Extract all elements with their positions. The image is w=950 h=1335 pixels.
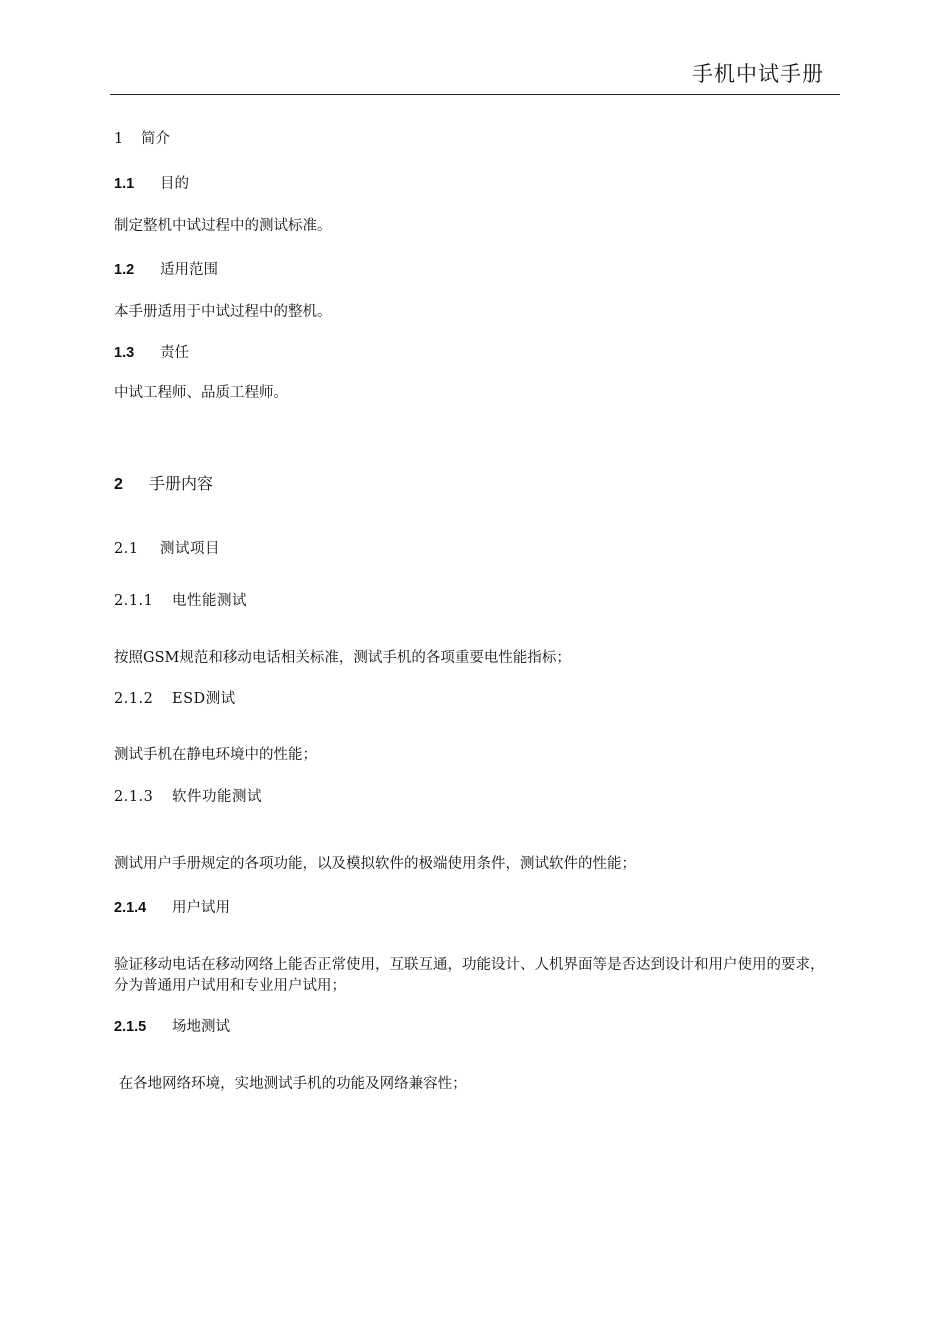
paragraph-responsibility: 中试工程师、品质工程师。	[114, 385, 288, 401]
heading-section-2-1-3	[114, 787, 262, 807]
heading-text: 适用范围	[160, 262, 218, 278]
heading-section-2-1-2	[114, 689, 236, 709]
heading-section-2-1-1	[114, 591, 247, 611]
heading-section-1-2	[114, 260, 218, 280]
heading-text: 测试项目	[160, 541, 220, 557]
heading-section-2-1	[114, 539, 220, 559]
heading-text: 手册内容	[149, 474, 214, 493]
heading-text: ESD测试	[172, 691, 236, 707]
heading-number: 1	[114, 131, 124, 147]
paragraph-user-trial: 验证移动电话在移动网络上能否正常使用，互联互通，功能设计、人机界面等是否达到设计和用户使用的要求，分为普通用户试用和专业用户试用；	[114, 957, 825, 994]
heading-text: 用户试用	[172, 900, 230, 916]
heading-number: 2.1	[114, 541, 139, 557]
heading-section-1-3	[114, 343, 189, 363]
paragraph-scope: 本手册适用于中试过程中的整机。	[114, 304, 332, 320]
heading-text: 责任	[160, 345, 189, 361]
heading-number: 2.1.4	[114, 900, 147, 916]
paragraph-software-test: 测试用户手册规定的各项功能，以及模拟软件的极端使用条件，测试软件的性能；	[114, 856, 636, 872]
heading-number: 1.2	[114, 262, 135, 278]
heading-number: 2	[114, 476, 123, 493]
paragraph-electrical-test: 按照GSM规范和移动电话相关标准，测试手机的各项重要电性能指标；	[114, 650, 571, 666]
paragraph-esd-test: 测试手机在静电环境中的性能；	[114, 747, 317, 763]
header-divider	[110, 94, 840, 95]
document-title: 手机中试手册	[692, 62, 824, 86]
heading-text: 软件功能测试	[172, 789, 262, 805]
heading-text: 简介	[141, 131, 170, 147]
heading-section-2-1-5	[114, 1017, 230, 1037]
heading-section-2	[114, 474, 213, 495]
heading-number: 2.1.2	[114, 691, 154, 707]
heading-section-1-1	[114, 174, 189, 194]
heading-number: 2.1.3	[114, 789, 154, 805]
heading-number: 1.1	[114, 176, 135, 192]
paragraph-purpose: 制定整机中试过程中的测试标准。	[114, 218, 332, 234]
heading-number: 1.3	[114, 345, 135, 361]
heading-text: 电性能测试	[172, 593, 247, 609]
paragraph-field-test: 在各地网络环境，实地测试手机的功能及网络兼容性；	[114, 1076, 467, 1092]
heading-number: 2.1.5	[114, 1019, 147, 1035]
heading-text: 目的	[160, 176, 189, 192]
heading-number: 2.1.1	[114, 593, 154, 609]
heading-section-1	[114, 129, 170, 149]
heading-text: 场地测试	[172, 1019, 230, 1035]
heading-section-2-1-4	[114, 898, 230, 918]
